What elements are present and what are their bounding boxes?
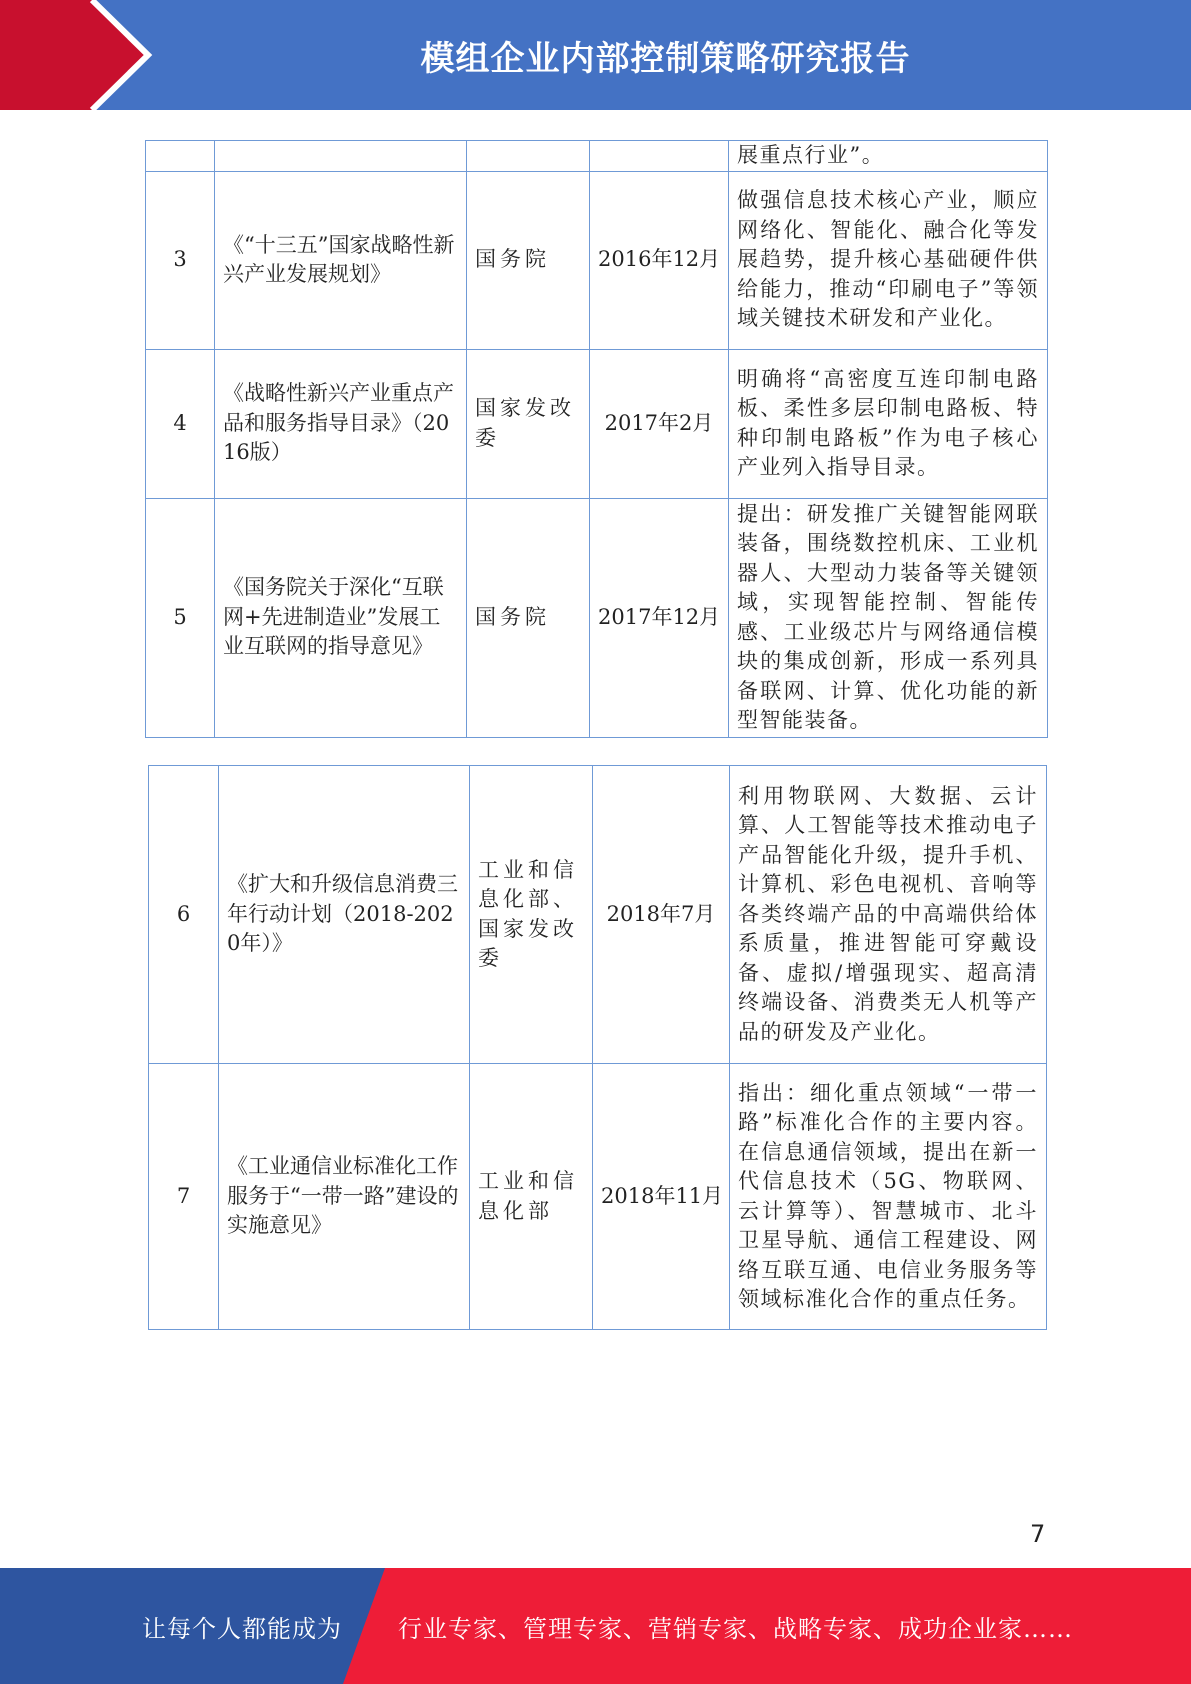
policy-name: 《扩大和升级信息消费三年行动计划（2018-2020年）》 bbox=[219, 766, 470, 1064]
policy-description: 利用物联网、大数据、云计算、人工智能等技术推动电子产品智能化升级，提升手机、计算机、彩色电视机、音响等各类终端产品的中高端供给体系质量，推进智能可穿戴设备、虚拟/增强现实、超高清终端设备、消费类无人机等产品的研发及产业化。 bbox=[730, 766, 1047, 1064]
policy-description: 指出：细化重点领域“一带一路”标准化合作的主要内容。在信息通信领域，提出在新一代信息技术（5G、物联网、云计算等）、智慧城市、北斗卫星导航、通信工程建设、网络互联互通、电信业务服务等领域标准化合作的重点任务。 bbox=[730, 1064, 1047, 1330]
policy-description: 明确将“高密度互连印制电路板、柔性多层印制电路板、特种印制电路板”作为电子核心产业列入指导目录。 bbox=[729, 349, 1048, 498]
issuing-department: 国务院 bbox=[467, 498, 590, 737]
footer-slogan-right: 行业专家、管理专家、营销专家、战略专家、成功企业家…… bbox=[398, 1614, 1073, 1643]
footer-slogan-left: 让每个人都能成为 bbox=[142, 1614, 342, 1643]
issue-date: 2016年12月 bbox=[590, 171, 729, 349]
row-number: 5 bbox=[146, 498, 215, 737]
table-row bbox=[149, 1064, 1047, 1330]
policy-table-continued bbox=[145, 140, 1048, 738]
report-title: 模组企业内部控制策略研究报告 bbox=[420, 38, 911, 79]
row-number bbox=[146, 141, 215, 172]
issuing-department: 国务院 bbox=[467, 171, 590, 349]
policy-name: 《“十三五”国家战略性新兴产业发展规划》 bbox=[215, 171, 467, 349]
policy-name: 《工业通信业标准化工作服务于“一带一路”建设的实施意见》 bbox=[219, 1064, 470, 1330]
issue-date: 2017年2月 bbox=[590, 349, 729, 498]
issuing-department: 国家发改委 bbox=[467, 349, 590, 498]
issuing-department: 工业和信息化部、国家发改委 bbox=[470, 766, 593, 1064]
page-header bbox=[0, 0, 1191, 110]
page-footer bbox=[0, 1568, 1191, 1684]
policy-description: 做强信息技术核心产业，顺应网络化、智能化、融合化等发展趋势，提升核心基础硬件供给能力，推动“印刷电子”等领域关键技术研发和产业化。 bbox=[729, 171, 1048, 349]
table-row bbox=[146, 141, 1048, 172]
header-red-arrow-icon bbox=[0, 0, 160, 110]
row-number: 7 bbox=[149, 1064, 219, 1330]
issue-date: 2018年7月 bbox=[593, 766, 730, 1064]
issue-date bbox=[590, 141, 729, 172]
issue-date: 2017年12月 bbox=[590, 498, 729, 737]
table-row bbox=[149, 766, 1047, 1064]
table-row bbox=[146, 171, 1048, 349]
policy-name: 《国务院关于深化“互联网+先进制造业”发展工业互联网的指导意见》 bbox=[215, 498, 467, 737]
policy-table bbox=[148, 765, 1047, 1330]
row-number: 6 bbox=[149, 766, 219, 1064]
issue-date: 2018年11月 bbox=[593, 1064, 730, 1330]
policy-description: 提出：研发推广关键智能网联装备，围绕数控机床、工业机器人、大型动力装备等关键领域，实现智能控制、智能传感、工业级芯片与网络通信模块的集成创新，形成一系列具备联网、计算、优化功能的新型智能装备。 bbox=[729, 498, 1048, 737]
policy-name bbox=[215, 141, 467, 172]
issuing-department: 工业和信息化部 bbox=[470, 1064, 593, 1330]
issuing-department bbox=[467, 141, 590, 172]
row-number: 3 bbox=[146, 171, 215, 349]
table-row bbox=[146, 349, 1048, 498]
row-number: 4 bbox=[146, 349, 215, 498]
table-row bbox=[146, 498, 1048, 737]
policy-description: 展重点行业”。 bbox=[729, 141, 1048, 172]
policy-name: 《战略性新兴产业重点产品和服务指导目录》（2016版） bbox=[215, 349, 467, 498]
page-number: 7 bbox=[1030, 1520, 1046, 1548]
